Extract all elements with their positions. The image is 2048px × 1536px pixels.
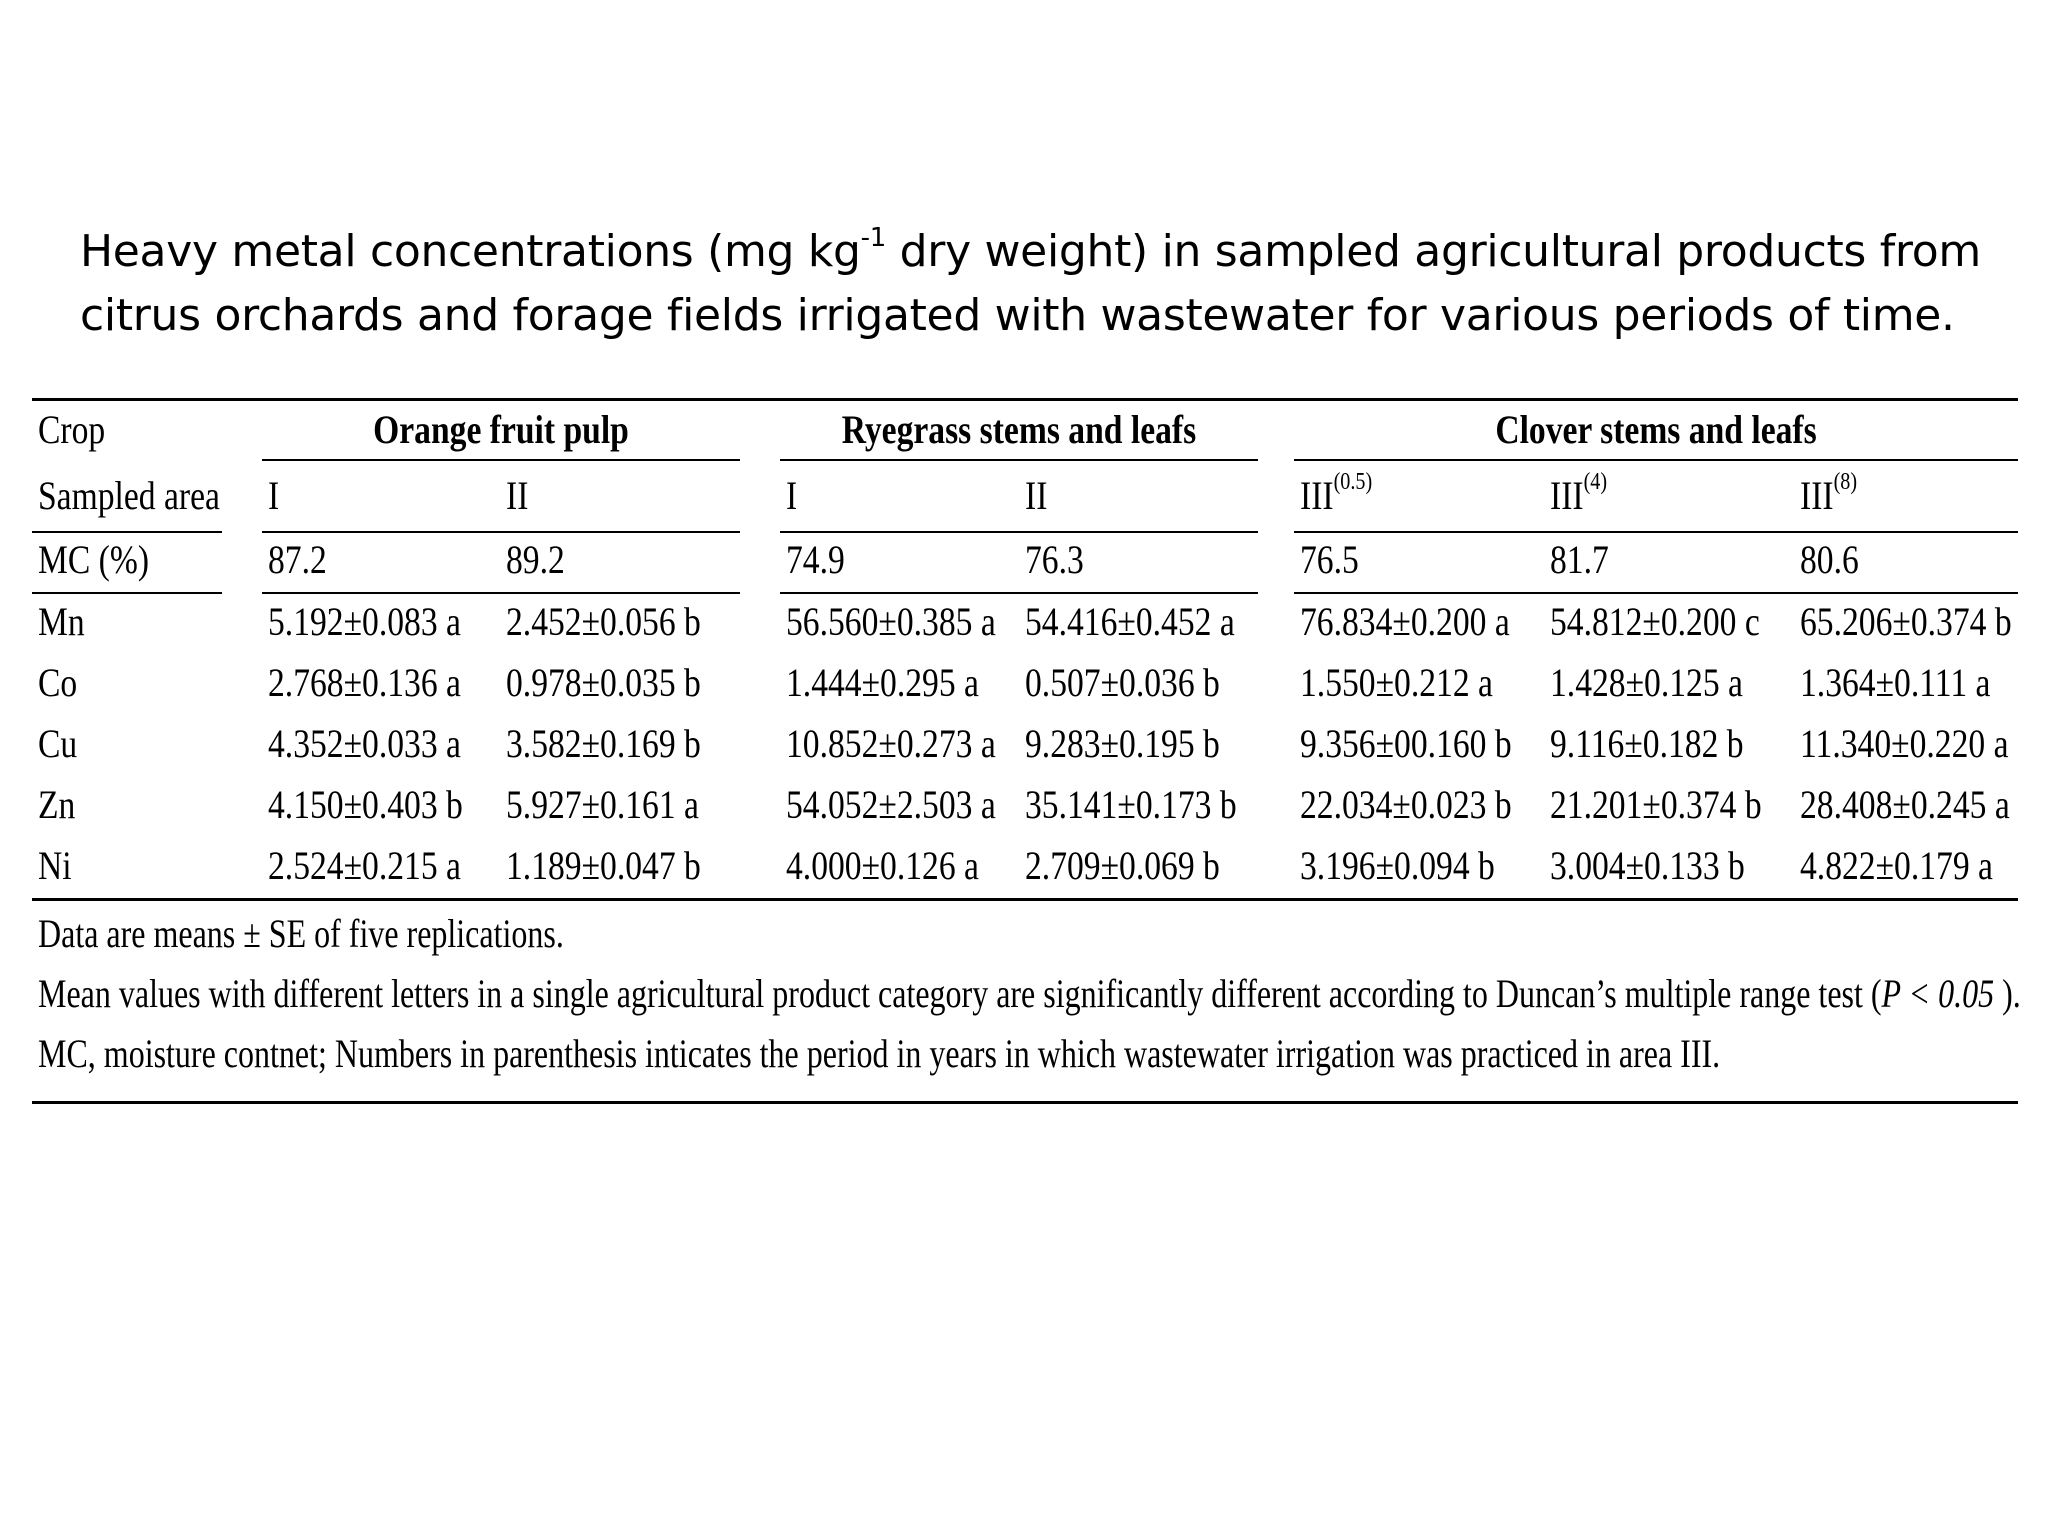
table-cell: 4.822±0.179 a xyxy=(1800,843,1993,888)
mc-value: 80.6 xyxy=(1800,537,1859,582)
area-sup: (4) xyxy=(1583,468,1608,495)
area-base: II xyxy=(506,473,529,518)
table-cell: 9.356±00.160 b xyxy=(1300,721,1512,766)
footnote-2-italic: P < 0.05 xyxy=(1881,971,1995,1016)
group-underline-clover xyxy=(1294,459,2018,461)
footnote-2-end: ). xyxy=(1994,971,2021,1016)
area-header xyxy=(268,472,279,520)
table-cell: 9.116±0.182 b xyxy=(1550,721,1744,766)
area-header xyxy=(1800,468,1858,520)
area-base: I xyxy=(786,473,798,518)
group-header-orange: Orange fruit pulp xyxy=(373,407,629,452)
mc-value: 74.9 xyxy=(786,537,845,582)
area-base: III xyxy=(1800,473,1834,518)
table-cell: 3.196±0.094 b xyxy=(1300,843,1495,888)
table-cell: 22.034±0.023 b xyxy=(1300,782,1512,827)
table-cell: 3.004±0.133 b xyxy=(1550,843,1745,888)
area-sup: (8) xyxy=(1833,468,1858,495)
table-caption xyxy=(80,220,2000,348)
table-cell: 35.141±0.173 b xyxy=(1025,782,1237,827)
table-cell: 4.352±0.033 a xyxy=(268,721,461,766)
metal-label: Mn xyxy=(38,599,85,644)
footnote-1: Data are means ± SE of five replications. xyxy=(38,911,564,956)
area-base: III xyxy=(1300,473,1334,518)
mc-rule-clover xyxy=(1294,592,2018,594)
mc-value: 76.5 xyxy=(1300,537,1359,582)
mc-label: MC (%) xyxy=(38,537,150,582)
footnote-2-text: Mean values with different letters in a single agricultural product category are significantly different according to Duncan’s multiple range test ( xyxy=(38,971,1882,1016)
area-header xyxy=(1025,472,1047,520)
data-table xyxy=(32,398,2021,1104)
area-rule-orange xyxy=(262,531,740,533)
table-cell: 4.000±0.126 a xyxy=(786,843,979,888)
table-cell: 1.364±0.111 a xyxy=(1800,660,1991,705)
group-underline-ryegrass xyxy=(780,459,1258,461)
mc-value: 81.7 xyxy=(1550,537,1609,582)
area-header xyxy=(786,472,797,520)
table-cell: 2.768±0.136 a xyxy=(268,660,461,705)
area-header xyxy=(1550,468,1608,520)
group-underline-orange xyxy=(262,459,740,461)
row-label-rule-2 xyxy=(32,592,222,594)
area-rule-ryegrass xyxy=(780,531,1258,533)
footnote-3: MC, moisture contnet; Numbers in parenthesis inticates the period in years in which wastewater irrigation was practiced in area III. xyxy=(38,1031,1721,1076)
table-cell: 0.978±0.035 b xyxy=(506,660,701,705)
table-cell: 1.550±0.212 a xyxy=(1300,660,1493,705)
metal-label: Co xyxy=(38,660,78,705)
caption-part-1: Heavy metal concentrations (mg kg xyxy=(80,226,861,277)
table-cell: 1.189±0.047 b xyxy=(506,843,701,888)
table-cell: 28.408±0.245 a xyxy=(1800,782,2010,827)
table-cell: 4.150±0.403 b xyxy=(268,782,463,827)
metal-label: Ni xyxy=(38,843,72,888)
metal-label: Zn xyxy=(38,782,76,827)
table-cell: 5.192±0.083 a xyxy=(268,599,461,644)
metal-label: Cu xyxy=(38,721,78,766)
mc-value: 76.3 xyxy=(1025,537,1084,582)
area-header xyxy=(506,472,528,520)
area-header xyxy=(1300,468,1373,520)
table-cell: 2.709±0.069 b xyxy=(1025,843,1220,888)
table-cell: 54.416±0.452 a xyxy=(1025,599,1235,644)
area-sup: (0.5) xyxy=(1333,468,1373,495)
table-cell: 5.927±0.161 a xyxy=(506,782,699,827)
table-cell: 0.507±0.036 b xyxy=(1025,660,1220,705)
table-cell: 56.560±0.385 a xyxy=(786,599,996,644)
crop-header: Crop xyxy=(38,407,106,452)
mc-rule-ryegrass xyxy=(780,592,1258,594)
caption-part-2: dry weight) in sampled agricultural products from citrus orchards and forage fields irrigated with wastewater for various periods of time. xyxy=(80,226,1981,341)
table-cell: 21.201±0.374 b xyxy=(1550,782,1762,827)
table-cell: 2.452±0.056 b xyxy=(506,599,701,644)
group-header-ryegrass: Ryegrass stems and leafs xyxy=(841,407,1197,452)
table-bottom-rule xyxy=(32,1101,2018,1104)
table-cell: 54.052±2.503 a xyxy=(786,782,996,827)
area-base: I xyxy=(268,473,280,518)
table-cell: 10.852±0.273 a xyxy=(786,721,996,766)
mc-value: 89.2 xyxy=(506,537,565,582)
table-cell: 3.582±0.169 b xyxy=(506,721,701,766)
table-top-rule xyxy=(32,398,2018,401)
mc-value: 87.2 xyxy=(268,537,327,582)
area-base: III xyxy=(1550,473,1584,518)
table-cell: 11.340±0.220 a xyxy=(1800,721,2009,766)
caption-superscript: -1 xyxy=(860,223,886,254)
table-cell: 76.834±0.200 a xyxy=(1300,599,1510,644)
group-header-clover: Clover stems and leafs xyxy=(1495,407,1817,452)
mc-rule-orange xyxy=(262,592,740,594)
table-cell: 65.206±0.374 b xyxy=(1800,599,2012,644)
table-cell: 9.283±0.195 b xyxy=(1025,721,1220,766)
table-body-bottom-rule xyxy=(32,898,2018,901)
sampled-area-label: Sampled area xyxy=(38,473,220,518)
table-cell: 2.524±0.215 a xyxy=(268,843,461,888)
table-cell: 1.444±0.295 a xyxy=(786,660,979,705)
table-cell: 1.428±0.125 a xyxy=(1550,660,1743,705)
area-base: II xyxy=(1025,473,1048,518)
area-rule-clover xyxy=(1294,531,2018,533)
footnote-2 xyxy=(38,970,2021,1018)
table-cell: 54.812±0.200 c xyxy=(1550,599,1760,644)
row-label-rule-1 xyxy=(32,531,222,533)
